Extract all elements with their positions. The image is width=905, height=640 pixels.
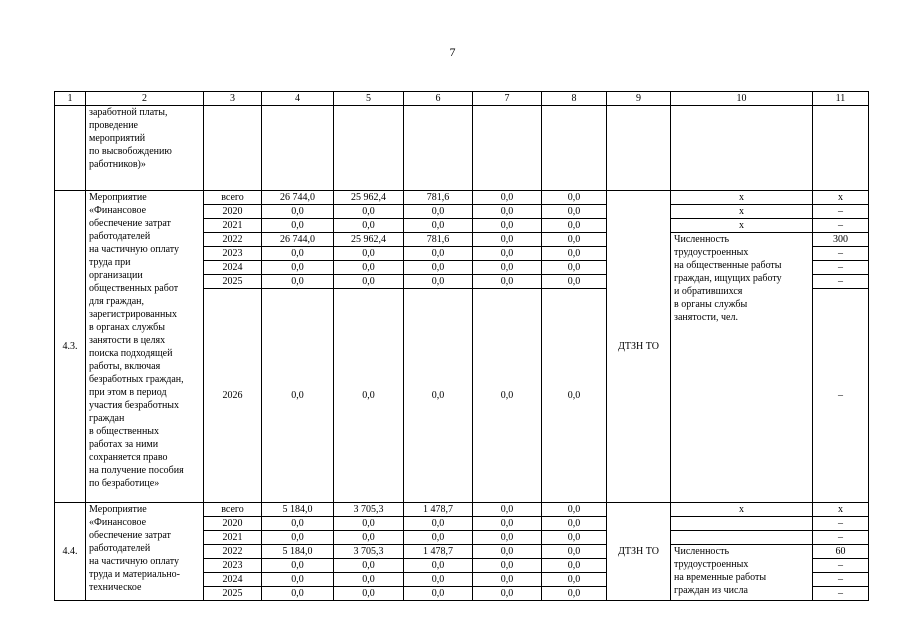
- indicator-cell: х: [671, 219, 813, 233]
- local-budget-value: 0,0: [473, 191, 542, 205]
- col-header-8: 8: [542, 92, 607, 106]
- total-value: 26 744,0: [262, 191, 334, 205]
- local-budget-value: 0,0: [473, 587, 542, 601]
- target-value: –: [813, 219, 869, 233]
- other-sources-value: 0,0: [542, 503, 607, 517]
- indicator-text: Численность трудоустроенных на временные работы граждан из числа: [671, 545, 813, 601]
- local-budget-value: 0,0: [473, 205, 542, 219]
- empty-cell: [671, 106, 813, 191]
- column-header-row: [55, 92, 869, 106]
- col-header-7: 7: [473, 92, 542, 106]
- col-header-10: 10: [671, 92, 813, 106]
- year-cell: 2020: [204, 205, 262, 219]
- local-budget-value: 0,0: [473, 559, 542, 573]
- local-budget-value: 0,0: [473, 233, 542, 247]
- table-row: [55, 503, 869, 517]
- item-number: 4.4.: [55, 503, 86, 601]
- local-budget-value: 0,0: [473, 531, 542, 545]
- regional-budget-value: 0,0: [334, 247, 404, 261]
- total-value: 0,0: [262, 247, 334, 261]
- col-header-1: 1: [55, 92, 86, 106]
- target-value: –: [813, 517, 869, 531]
- indicator-cell: [671, 517, 813, 531]
- regional-budget-value: 3 705,3: [334, 503, 404, 517]
- other-sources-value: 0,0: [542, 531, 607, 545]
- regional-budget-value: 25 962,4: [334, 233, 404, 247]
- other-sources-value: 0,0: [542, 205, 607, 219]
- federal-budget-value: 0,0: [404, 205, 473, 219]
- federal-budget-value: 0,0: [404, 559, 473, 573]
- regional-budget-value: 0,0: [334, 531, 404, 545]
- target-value: 60: [813, 545, 869, 559]
- target-value: –: [813, 559, 869, 573]
- continuation-row: [55, 106, 869, 191]
- target-value: –: [813, 261, 869, 275]
- total-value: 0,0: [262, 517, 334, 531]
- empty-cell: [262, 106, 334, 191]
- total-value: 0,0: [262, 219, 334, 233]
- target-value: –: [813, 587, 869, 601]
- year-cell: всего: [204, 191, 262, 205]
- indicator-cell: х: [671, 205, 813, 219]
- local-budget-value: 0,0: [473, 289, 542, 503]
- regional-budget-value: 0,0: [334, 559, 404, 573]
- total-value: 0,0: [262, 573, 334, 587]
- total-value: 0,0: [262, 531, 334, 545]
- item-number: 4.3.: [55, 191, 86, 503]
- col-header-2: 2: [86, 92, 204, 106]
- empty-cell: [404, 106, 473, 191]
- indicator-cell: [671, 531, 813, 545]
- total-value: 0,0: [262, 275, 334, 289]
- year-cell: 2024: [204, 261, 262, 275]
- other-sources-value: 0,0: [542, 559, 607, 573]
- col-header-4: 4: [262, 92, 334, 106]
- regional-budget-value: 25 962,4: [334, 191, 404, 205]
- empty-cell: [55, 106, 86, 191]
- local-budget-value: 0,0: [473, 247, 542, 261]
- empty-cell: [204, 106, 262, 191]
- federal-budget-value: 0,0: [404, 517, 473, 531]
- other-sources-value: 0,0: [542, 545, 607, 559]
- indicator-text: Численность трудоустроенных на общественные работы граждан, ищущих работу и обратившихся в органы службы занятости, чел.: [671, 233, 813, 503]
- total-value: 0,0: [262, 289, 334, 503]
- local-budget-value: 0,0: [473, 275, 542, 289]
- regional-budget-value: 3 705,3: [334, 545, 404, 559]
- other-sources-value: 0,0: [542, 233, 607, 247]
- local-budget-value: 0,0: [473, 503, 542, 517]
- total-value: 26 744,0: [262, 233, 334, 247]
- other-sources-value: 0,0: [542, 573, 607, 587]
- total-value: 0,0: [262, 559, 334, 573]
- regional-budget-value: 0,0: [334, 517, 404, 531]
- other-sources-value: 0,0: [542, 289, 607, 503]
- local-budget-value: 0,0: [473, 573, 542, 587]
- table-row: [55, 191, 869, 205]
- total-value: 5 184,0: [262, 503, 334, 517]
- federal-budget-value: 0,0: [404, 275, 473, 289]
- year-cell: 2024: [204, 573, 262, 587]
- year-cell: 2022: [204, 545, 262, 559]
- year-cell: 2023: [204, 559, 262, 573]
- regional-budget-value: 0,0: [334, 261, 404, 275]
- federal-budget-value: 0,0: [404, 587, 473, 601]
- federal-budget-value: 0,0: [404, 219, 473, 233]
- item-description: Мероприятие «Финансовое обеспечение затрат работодателей на частичную оплату труда при организации общественных работ для граждан, зарегистрированных в органах службы занятости в целях поиска подходящей работы, включая безработных граждан, при этом в период участия безработных граждан в общественных работах за ними сохраняется право на получение пособия по безработице»: [86, 191, 204, 503]
- year-cell: 2021: [204, 531, 262, 545]
- target-value: –: [813, 275, 869, 289]
- federal-budget-value: 781,6: [404, 191, 473, 205]
- col-header-3: 3: [204, 92, 262, 106]
- year-cell: всего: [204, 503, 262, 517]
- federal-budget-value: 0,0: [404, 573, 473, 587]
- target-value: –: [813, 573, 869, 587]
- total-value: 0,0: [262, 205, 334, 219]
- target-value: –: [813, 289, 869, 503]
- local-budget-value: 0,0: [473, 261, 542, 275]
- local-budget-value: 0,0: [473, 517, 542, 531]
- local-budget-value: 0,0: [473, 219, 542, 233]
- regional-budget-value: 0,0: [334, 573, 404, 587]
- other-sources-value: 0,0: [542, 275, 607, 289]
- indicator-cell: х: [671, 503, 813, 517]
- empty-cell: [473, 106, 542, 191]
- federal-budget-value: 0,0: [404, 247, 473, 261]
- program-table: [54, 91, 869, 601]
- empty-cell: [542, 106, 607, 191]
- executor-cell: ДТЗН ТО: [607, 503, 671, 601]
- regional-budget-value: 0,0: [334, 289, 404, 503]
- total-value: 0,0: [262, 587, 334, 601]
- col-header-11: 11: [813, 92, 869, 106]
- other-sources-value: 0,0: [542, 261, 607, 275]
- federal-budget-value: 781,6: [404, 233, 473, 247]
- other-sources-value: 0,0: [542, 219, 607, 233]
- col-header-9: 9: [607, 92, 671, 106]
- target-value: х: [813, 503, 869, 517]
- federal-budget-value: 0,0: [404, 261, 473, 275]
- item-description: Мероприятие «Финансовое обеспечение затрат работодателей на частичную оплату труда и материально- техническое: [86, 503, 204, 601]
- year-cell: 2023: [204, 247, 262, 261]
- target-value: 300: [813, 233, 869, 247]
- year-cell: 2021: [204, 219, 262, 233]
- federal-budget-value: 1 478,7: [404, 503, 473, 517]
- empty-cell: [607, 106, 671, 191]
- target-value: –: [813, 247, 869, 261]
- year-cell: 2022: [204, 233, 262, 247]
- page-number: 7: [449, 45, 456, 59]
- total-value: 0,0: [262, 261, 334, 275]
- other-sources-value: 0,0: [542, 191, 607, 205]
- continuation-text: заработной платы, проведение мероприятий по высвобождению работников)»: [86, 106, 204, 191]
- year-cell: 2025: [204, 587, 262, 601]
- year-cell: 2025: [204, 275, 262, 289]
- target-value: –: [813, 205, 869, 219]
- year-cell: 2026: [204, 289, 262, 503]
- other-sources-value: 0,0: [542, 247, 607, 261]
- total-value: 5 184,0: [262, 545, 334, 559]
- year-cell: 2020: [204, 517, 262, 531]
- federal-budget-value: 0,0: [404, 289, 473, 503]
- col-header-5: 5: [334, 92, 404, 106]
- empty-cell: [813, 106, 869, 191]
- target-value: –: [813, 531, 869, 545]
- regional-budget-value: 0,0: [334, 205, 404, 219]
- regional-budget-value: 0,0: [334, 219, 404, 233]
- executor-cell: ДТЗН ТО: [607, 191, 671, 503]
- target-value: х: [813, 191, 869, 205]
- other-sources-value: 0,0: [542, 587, 607, 601]
- regional-budget-value: 0,0: [334, 275, 404, 289]
- local-budget-value: 0,0: [473, 545, 542, 559]
- other-sources-value: 0,0: [542, 517, 607, 531]
- regional-budget-value: 0,0: [334, 587, 404, 601]
- empty-cell: [334, 106, 404, 191]
- indicator-cell: х: [671, 191, 813, 205]
- col-header-6: 6: [404, 92, 473, 106]
- federal-budget-value: 0,0: [404, 531, 473, 545]
- federal-budget-value: 1 478,7: [404, 545, 473, 559]
